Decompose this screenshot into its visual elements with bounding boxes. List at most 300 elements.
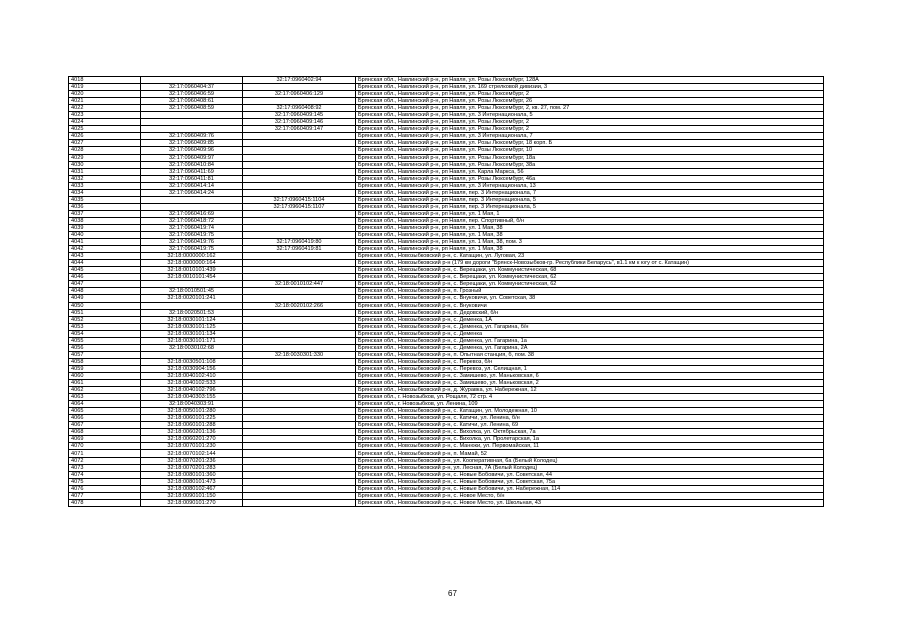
- address-cell: Брянская обл., Навлинский р-н, рп Навля, ул. Розы Люксембург, 10: [356, 147, 824, 154]
- address-cell: Брянская обл., Навлинский р-н, рп Навля, ул. Розы Люксембург, 128А: [356, 77, 824, 84]
- table-row: [69, 401, 824, 408]
- cadastral-number-cell: 32:17:0960409:96: [141, 147, 243, 154]
- row-number-cell: 4061: [69, 380, 141, 387]
- row-number-cell: 4019: [69, 84, 141, 91]
- table-row: [69, 126, 824, 133]
- cadastral-number-cell: 32:17:0960414:14: [141, 182, 243, 189]
- building-cadastral-number-cell: [243, 217, 356, 224]
- table-row: [69, 274, 824, 281]
- row-number-cell: 4029: [69, 154, 141, 161]
- table-row: [69, 464, 824, 471]
- row-number-cell: 4025: [69, 126, 141, 133]
- table-row: [69, 105, 824, 112]
- building-cadastral-number-cell: [243, 387, 356, 394]
- table-row: [69, 210, 824, 217]
- building-cadastral-number-cell: [243, 210, 356, 217]
- row-number-cell: 4056: [69, 344, 141, 351]
- address-cell: Брянская обл., Новозыбковский р-н, с. Внуковичи: [356, 302, 824, 309]
- row-number-cell: 4058: [69, 358, 141, 365]
- row-number-cell: 4065: [69, 408, 141, 415]
- address-cell: Брянская обл., Новозыбковский р-н, п. Мамай, 52: [356, 450, 824, 457]
- building-cadastral-number-cell: [243, 457, 356, 464]
- cadastral-number-cell: 32:17:0960419:75: [141, 232, 243, 239]
- address-cell: Брянская обл., Новозыбковский р-н, с. Деменка, ул. Гагарина, 1а: [356, 337, 824, 344]
- address-cell: Брянская обл., Новозыбковский р-н (179 км дороги "Брянск-Новозыбков-гр. Республики Беларусь", в1.1 км к югу от с. Катащин): [356, 260, 824, 267]
- row-number-cell: 4073: [69, 464, 141, 471]
- address-cell: Брянская обл., Новозыбковский р-н, с. Новые Бобовичи, ул. Набережная, 114: [356, 485, 824, 492]
- table-row: [69, 189, 824, 196]
- address-cell: Брянская обл., Навлинский р-н, рп Навля, пер. 3 Интернационала, 7: [356, 189, 824, 196]
- address-cell: Брянская обл., Новозыбковский р-н, с. Деменка, ул. Гагарина, 2А: [356, 344, 824, 351]
- table-row: [69, 203, 824, 210]
- row-number-cell: 4038: [69, 217, 141, 224]
- cadastral-number-cell: 32:17:0960411:81: [141, 175, 243, 182]
- cadastral-number-cell: 32:18:0000000:162: [141, 253, 243, 260]
- address-cell: Брянская обл., Навлинский р-н, рп Навля, ул. 3 Интернационала, 5: [356, 112, 824, 119]
- building-cadastral-number-cell: [243, 330, 356, 337]
- cadastral-number-cell: 32:17:0960409:97: [141, 154, 243, 161]
- table-row: [69, 457, 824, 464]
- address-cell: Брянская обл., Новозыбковский р-н, д. Журавка, ул. Набережная, 12: [356, 387, 824, 394]
- address-cell: Брянская обл., Новозыбковский р-н, с. Манюки, ул. Первомайская, 11: [356, 443, 824, 450]
- building-cadastral-number-cell: 32:17:0960415:1107: [243, 203, 356, 210]
- address-cell: Брянская обл., Навлинский р-н, рп Навля, ул. Розы Люксембург, 2: [356, 91, 824, 98]
- cadastral-number-cell: 32:18:0010101:439: [141, 267, 243, 274]
- table-row: [69, 478, 824, 485]
- table-row: [69, 309, 824, 316]
- row-number-cell: 4033: [69, 182, 141, 189]
- table-row: [69, 429, 824, 436]
- table-row: [69, 133, 824, 140]
- address-cell: Брянская обл., Навлинский р-н, рп Навля, ул. 1 Мая, 38: [356, 224, 824, 231]
- address-cell: Брянская обл., Новозыбковский р-н, с. Деменка: [356, 330, 824, 337]
- address-cell: Брянская обл., Навлинский р-н, рп Навля, ул. Розы Люксембург, 46а: [356, 175, 824, 182]
- address-cell: Брянская обл., Новозыбковский р-н, с. Катащин, ул. Луговая, 23: [356, 253, 824, 260]
- row-number-cell: 4055: [69, 337, 141, 344]
- address-cell: Брянская обл., г. Новозыбков, ул. Ленина, 109: [356, 401, 824, 408]
- table-row: [69, 246, 824, 253]
- row-number-cell: 4043: [69, 253, 141, 260]
- cadastral-number-cell: 32:18:0070201:283: [141, 464, 243, 471]
- building-cadastral-number-cell: [243, 168, 356, 175]
- table-row: [69, 217, 824, 224]
- address-cell: Брянская обл., Навлинский р-н, рп Навля, ул. 3 Интернационала, 13: [356, 182, 824, 189]
- building-cadastral-number-cell: [243, 316, 356, 323]
- cadastral-number-cell: 32:17:0960418:72: [141, 217, 243, 224]
- table-row: [69, 288, 824, 295]
- building-cadastral-number-cell: [243, 344, 356, 351]
- table-row: [69, 196, 824, 203]
- building-cadastral-number-cell: [243, 443, 356, 450]
- building-cadastral-number-cell: [243, 436, 356, 443]
- table-row: [69, 422, 824, 429]
- table-row: [69, 260, 824, 267]
- row-number-cell: 4077: [69, 492, 141, 499]
- address-cell: Брянская обл., Новозыбковский р-н, с. Деменка, 1А: [356, 316, 824, 323]
- table-row: [69, 365, 824, 372]
- cadastral-number-cell: 32:18:0000000:164: [141, 260, 243, 267]
- address-cell: Брянская обл., Навлинский р-н, рп Навля, пер. 3 Интернационала, 5: [356, 196, 824, 203]
- building-cadastral-number-cell: [243, 182, 356, 189]
- address-cell: Брянская обл., Новозыбковский р-н, с. Замишево, ул. Маньковская, 6: [356, 372, 824, 379]
- address-cell: Брянская обл., Новозыбковский р-н, с. Новое Место, б/н: [356, 492, 824, 499]
- table-row: [69, 91, 824, 98]
- row-number-cell: 4020: [69, 91, 141, 98]
- address-cell: Брянская обл., Навлинский р-н, рп Навля, пер. 3 Интернационала, 5: [356, 203, 824, 210]
- address-cell: Брянская обл., Новозыбковский р-н, с. Замишево, ул. Маньковская, 2: [356, 380, 824, 387]
- property-table: [68, 76, 824, 507]
- address-cell: Брянская обл., Новозыбковский р-н, с. Перевоз, б/н: [356, 358, 824, 365]
- table-row: [69, 316, 824, 323]
- table-row: [69, 436, 824, 443]
- building-cadastral-number-cell: [243, 154, 356, 161]
- table-row: [69, 224, 824, 231]
- building-cadastral-number-cell: [243, 175, 356, 182]
- table-row: [69, 98, 824, 105]
- cadastral-number-cell: [141, 351, 243, 358]
- address-cell: Брянская обл., Новозыбковский р-н, ул. Лесная, 7А (Белый Колодец): [356, 464, 824, 471]
- address-cell: Брянская обл., Навлинский р-н, рп Навля, ул. 1 Мая, 38: [356, 246, 824, 253]
- row-number-cell: 4026: [69, 133, 141, 140]
- building-cadastral-number-cell: 32:17:0960409:146: [243, 119, 356, 126]
- table-row: [69, 485, 824, 492]
- cadastral-number-cell: 32:18:0060201:270: [141, 436, 243, 443]
- cadastral-number-cell: 32:18:0020101:241: [141, 295, 243, 302]
- cadastral-number-cell: [141, 119, 243, 126]
- row-number-cell: 4048: [69, 288, 141, 295]
- table-row: [69, 182, 824, 189]
- row-number-cell: 4039: [69, 224, 141, 231]
- cadastral-number-cell: 32:18:0040102:533: [141, 380, 243, 387]
- row-number-cell: 4078: [69, 499, 141, 506]
- building-cadastral-number-cell: [243, 422, 356, 429]
- table-row: [69, 323, 824, 330]
- row-number-cell: 4066: [69, 415, 141, 422]
- cadastral-number-cell: 32:17:0960419:74: [141, 224, 243, 231]
- cadastral-number-cell: 32:18:0070101:230: [141, 443, 243, 450]
- address-cell: Брянская обл., Новозыбковский р-н, п. Дедовский, б/н: [356, 309, 824, 316]
- row-number-cell: 4071: [69, 450, 141, 457]
- building-cadastral-number-cell: [243, 274, 356, 281]
- table-row: [69, 408, 824, 415]
- address-cell: Брянская обл., Новозыбковский р-н, с. Внуковичи, ул. Советская, 38: [356, 295, 824, 302]
- address-cell: Брянская обл., Навлинский р-н, рп Навля, ул. 1 Мая, 38: [356, 232, 824, 239]
- row-number-cell: 4034: [69, 189, 141, 196]
- row-number-cell: 4068: [69, 429, 141, 436]
- table-row: [69, 387, 824, 394]
- registry-sheet: [68, 76, 823, 507]
- row-number-cell: 4046: [69, 274, 141, 281]
- row-number-cell: 4018: [69, 77, 141, 84]
- table-row: [69, 415, 824, 422]
- row-number-cell: 4036: [69, 203, 141, 210]
- address-cell: Брянская обл., Новозыбковский р-н, ул. Кооперативная, 6а (Белый Колодец): [356, 457, 824, 464]
- cadastral-number-cell: 32:18:0060101:288: [141, 422, 243, 429]
- building-cadastral-number-cell: [243, 358, 356, 365]
- address-cell: Брянская обл., Новозыбковский р-н, с. Верещаки, ул. Коммунистическая, 62: [356, 274, 824, 281]
- building-cadastral-number-cell: [243, 260, 356, 267]
- page-number: 67: [448, 589, 457, 598]
- cadastral-number-cell: 32:18:0030101:125: [141, 323, 243, 330]
- address-cell: Брянская обл., Навлинский р-н, рп Навля, ул. 169 стрелковой дивизии, 3: [356, 84, 824, 91]
- cadastral-number-cell: 32:18:0060201:136: [141, 429, 243, 436]
- table-row: [69, 372, 824, 379]
- row-number-cell: 4070: [69, 443, 141, 450]
- cadastral-number-cell: [141, 196, 243, 203]
- table-row: [69, 450, 824, 457]
- cadastral-number-cell: [141, 77, 243, 84]
- table-row: [69, 147, 824, 154]
- address-cell: Брянская обл., Навлинский р-н, рп Навля, ул. Розы Люксембург, 18 корп. Б: [356, 140, 824, 147]
- table-row: [69, 380, 824, 387]
- building-cadastral-number-cell: 32:18:0010102:447: [243, 281, 356, 288]
- cadastral-number-cell: 32:18:0030904:156: [141, 365, 243, 372]
- cadastral-number-cell: 32:17:0960414:24: [141, 189, 243, 196]
- address-cell: Брянская обл., Новозыбковский р-н, с. Катичи, ул. Ленина, 69: [356, 422, 824, 429]
- cadastral-number-cell: 32:18:0010501:45: [141, 288, 243, 295]
- cadastral-number-cell: 32:18:0060101:225: [141, 415, 243, 422]
- row-number-cell: 4050: [69, 302, 141, 309]
- table-row: [69, 119, 824, 126]
- row-number-cell: 4062: [69, 387, 141, 394]
- cadastral-number-cell: 32:18:0030101:171: [141, 337, 243, 344]
- table-row: [69, 232, 824, 239]
- row-number-cell: 4028: [69, 147, 141, 154]
- table-row: [69, 302, 824, 309]
- row-number-cell: 4045: [69, 267, 141, 274]
- cadastral-number-cell: 32:17:0960408:61: [141, 98, 243, 105]
- building-cadastral-number-cell: [243, 295, 356, 302]
- cadastral-number-cell: 32:17:0960410:84: [141, 161, 243, 168]
- cadastral-number-cell: 32:17:0960408:59: [141, 105, 243, 112]
- address-cell: Брянская обл., Навлинский р-н, рп Навля, ул. 1 Мая, 1: [356, 210, 824, 217]
- address-cell: Брянская обл., Новозыбковский р-н, с. Вихолка, ул. Пролетарская, 1а: [356, 436, 824, 443]
- building-cadastral-number-cell: [243, 288, 356, 295]
- table-row: [69, 358, 824, 365]
- cadastral-number-cell: [141, 203, 243, 210]
- address-cell: Брянская обл., Новозыбковский р-н, с. Верещаки, ул. Коммунистическая, 62: [356, 281, 824, 288]
- address-cell: Брянская обл., Навлинский р-н, рп Навля, ул. Розы Люксембург, 26: [356, 98, 824, 105]
- cadastral-number-cell: 32:17:0960404:37: [141, 84, 243, 91]
- cadastral-number-cell: 32:18:0050101:280: [141, 408, 243, 415]
- cadastral-number-cell: 32:18:0090101:270: [141, 499, 243, 506]
- row-number-cell: 4049: [69, 295, 141, 302]
- address-cell: Брянская обл., Навлинский р-н, рп Навля, ул. Розы Люксембург, 2: [356, 119, 824, 126]
- table-row: [69, 492, 824, 499]
- building-cadastral-number-cell: 32:17:0960409:145: [243, 112, 356, 119]
- building-cadastral-number-cell: [243, 224, 356, 231]
- table-row: [69, 330, 824, 337]
- table-row: [69, 394, 824, 401]
- address-cell: Брянская обл., Новозыбковский р-н, п. Опытная станция, б, пом. 38: [356, 351, 824, 358]
- cadastral-number-cell: 32:18:0040102:796: [141, 387, 243, 394]
- row-number-cell: 4063: [69, 394, 141, 401]
- cadastral-number-cell: 32:18:0030102:68: [141, 344, 243, 351]
- building-cadastral-number-cell: [243, 98, 356, 105]
- row-number-cell: 4069: [69, 436, 141, 443]
- row-number-cell: 4059: [69, 365, 141, 372]
- table-row: [69, 112, 824, 119]
- row-number-cell: 4067: [69, 422, 141, 429]
- table-row: [69, 253, 824, 260]
- building-cadastral-number-cell: 32:17:0960415:1104: [243, 196, 356, 203]
- table-row: [69, 84, 824, 91]
- building-cadastral-number-cell: [243, 408, 356, 415]
- row-number-cell: 4075: [69, 478, 141, 485]
- building-cadastral-number-cell: [243, 380, 356, 387]
- row-number-cell: 4053: [69, 323, 141, 330]
- building-cadastral-number-cell: [243, 189, 356, 196]
- row-number-cell: 4044: [69, 260, 141, 267]
- building-cadastral-number-cell: [243, 337, 356, 344]
- cadastral-number-cell: 32:18:0040102:410: [141, 372, 243, 379]
- row-number-cell: 4072: [69, 457, 141, 464]
- row-number-cell: 4031: [69, 168, 141, 175]
- cadastral-number-cell: 32:18:0070102:144: [141, 450, 243, 457]
- cadastral-number-cell: 32:18:0090101:150: [141, 492, 243, 499]
- cadastral-number-cell: 32:18:0040303:155: [141, 394, 243, 401]
- building-cadastral-number-cell: [243, 485, 356, 492]
- address-cell: Брянская обл., Навлинский р-н, рп Навля, ул. 1 Мая, 38, пом. 3: [356, 239, 824, 246]
- row-number-cell: 4032: [69, 175, 141, 182]
- row-number-cell: 4041: [69, 239, 141, 246]
- address-cell: Брянская обл., Навлинский р-н, рп Навля, ул. 3 Интернационала, 7: [356, 133, 824, 140]
- address-cell: Брянская обл., Новозыбковский р-н, с. Деменка, ул. Гагарина, б/н: [356, 323, 824, 330]
- row-number-cell: 4021: [69, 98, 141, 105]
- table-row: [69, 471, 824, 478]
- row-number-cell: 4022: [69, 105, 141, 112]
- address-cell: Брянская обл., Новозыбковский р-н, с. Верещаки, ул. Коммунистическая, 68: [356, 267, 824, 274]
- building-cadastral-number-cell: [243, 253, 356, 260]
- row-number-cell: 4042: [69, 246, 141, 253]
- address-cell: Брянская обл., Новозыбковский р-н, с. Новые Бобовичи, ул. Советская, 44: [356, 471, 824, 478]
- cadastral-number-cell: 32:17:0960411:69: [141, 168, 243, 175]
- cadastral-number-cell: 32:18:0030101:134: [141, 330, 243, 337]
- building-cadastral-number-cell: [243, 394, 356, 401]
- cadastral-number-cell: 32:18:0030101:124: [141, 316, 243, 323]
- address-cell: Брянская обл., Навлинский р-н, рп Навля, ул. Розы Люксембург, 2: [356, 126, 824, 133]
- cadastral-number-cell: 32:18:0080102:467: [141, 485, 243, 492]
- cadastral-number-cell: 32:17:0960419:75: [141, 246, 243, 253]
- row-number-cell: 4064: [69, 401, 141, 408]
- row-number-cell: 4047: [69, 281, 141, 288]
- building-cadastral-number-cell: 32:17:0960409:147: [243, 126, 356, 133]
- row-number-cell: 4076: [69, 485, 141, 492]
- building-cadastral-number-cell: [243, 492, 356, 499]
- address-cell: Брянская обл., Навлинский р-н, рп Навля, пер. Спортивный, б/н: [356, 217, 824, 224]
- address-cell: Брянская обл., Новозыбковский р-н, с. Катичи, ул. Ленина, б/н: [356, 415, 824, 422]
- cadastral-number-cell: 32:18:0030501:108: [141, 358, 243, 365]
- table-row: [69, 337, 824, 344]
- address-cell: Брянская обл., Навлинский р-н, рп Навля, ул. Розы Люксембург, 2, кв. 27, пом. 27: [356, 105, 824, 112]
- building-cadastral-number-cell: [243, 133, 356, 140]
- building-cadastral-number-cell: [243, 471, 356, 478]
- address-cell: Брянская обл., Навлинский р-н, рп Навля, ул. Карла Маркса, 56: [356, 168, 824, 175]
- building-cadastral-number-cell: 32:17:0960419:80: [243, 239, 356, 246]
- row-number-cell: 4060: [69, 372, 141, 379]
- table-row: [69, 239, 824, 246]
- address-cell: Брянская обл., Новозыбковский р-н, с. Новые Бобовичи, ул. Советская, 75а: [356, 478, 824, 485]
- address-cell: Брянская обл., г. Новозыбков, ул. Рощаля, 72 стр. 4: [356, 394, 824, 401]
- building-cadastral-number-cell: [243, 365, 356, 372]
- building-cadastral-number-cell: 32:17:0960402:94: [243, 77, 356, 84]
- table-row: [69, 168, 824, 175]
- row-number-cell: 4051: [69, 309, 141, 316]
- cadastral-number-cell: 32:17:0960416:69: [141, 210, 243, 217]
- building-cadastral-number-cell: [243, 478, 356, 485]
- row-number-cell: 4030: [69, 161, 141, 168]
- table-row: [69, 351, 824, 358]
- property-table-body: [69, 77, 824, 507]
- building-cadastral-number-cell: 32:17:0960408:92: [243, 105, 356, 112]
- row-number-cell: 4035: [69, 196, 141, 203]
- row-number-cell: 4074: [69, 471, 141, 478]
- table-row: [69, 443, 824, 450]
- row-number-cell: 4052: [69, 316, 141, 323]
- cadastral-number-cell: 32:18:0040303:91: [141, 401, 243, 408]
- building-cadastral-number-cell: [243, 464, 356, 471]
- building-cadastral-number-cell: [243, 401, 356, 408]
- building-cadastral-number-cell: [243, 429, 356, 436]
- cadastral-number-cell: 32:18:0080101:473: [141, 478, 243, 485]
- table-row: [69, 140, 824, 147]
- cadastral-number-cell: 32:18:0010101:454: [141, 274, 243, 281]
- cadastral-number-cell: 32:17:0960409:76: [141, 133, 243, 140]
- building-cadastral-number-cell: [243, 309, 356, 316]
- table-row: [69, 281, 824, 288]
- address-cell: Брянская обл., Новозыбковский р-н, п. Грозный: [356, 288, 824, 295]
- cadastral-number-cell: [141, 302, 243, 309]
- address-cell: Брянская обл., Новозыбковский р-н, с. Катащин, ул. Молодежная, 10: [356, 408, 824, 415]
- cadastral-number-cell: 32:17:0960409:85: [141, 140, 243, 147]
- row-number-cell: 4037: [69, 210, 141, 217]
- cadastral-number-cell: 32:18:0070201:236: [141, 457, 243, 464]
- cadastral-number-cell: 32:17:0960419:76: [141, 239, 243, 246]
- table-row: [69, 344, 824, 351]
- cadastral-number-cell: 32:17:0960406:59: [141, 91, 243, 98]
- building-cadastral-number-cell: 32:18:0030301:330: [243, 351, 356, 358]
- table-row: [69, 295, 824, 302]
- table-row: [69, 499, 824, 506]
- cadastral-number-cell: 32:18:0020501:53: [141, 309, 243, 316]
- building-cadastral-number-cell: 32:17:0960419:81: [243, 246, 356, 253]
- table-row: [69, 161, 824, 168]
- table-row: [69, 154, 824, 161]
- row-number-cell: 4024: [69, 119, 141, 126]
- address-cell: Брянская обл., Навлинский р-н, рп Навля, ул. Розы Люксембург, 18а: [356, 154, 824, 161]
- building-cadastral-number-cell: [243, 84, 356, 91]
- table-row: [69, 267, 824, 274]
- row-number-cell: 4027: [69, 140, 141, 147]
- building-cadastral-number-cell: 32:18:0020102:266: [243, 302, 356, 309]
- row-number-cell: 4054: [69, 330, 141, 337]
- address-cell: Брянская обл., Новозыбковский р-н, с. Новое Место, ул. Школьная, 43: [356, 499, 824, 506]
- building-cadastral-number-cell: [243, 161, 356, 168]
- building-cadastral-number-cell: [243, 232, 356, 239]
- building-cadastral-number-cell: [243, 140, 356, 147]
- cadastral-number-cell: [141, 126, 243, 133]
- cadastral-number-cell: 32:18:0080101:360: [141, 471, 243, 478]
- row-number-cell: 4040: [69, 232, 141, 239]
- building-cadastral-number-cell: [243, 147, 356, 154]
- building-cadastral-number-cell: [243, 323, 356, 330]
- building-cadastral-number-cell: [243, 499, 356, 506]
- table-row: [69, 175, 824, 182]
- cadastral-number-cell: [141, 281, 243, 288]
- row-number-cell: 4057: [69, 351, 141, 358]
- address-cell: Брянская обл., Навлинский р-н, рп Навля, ул. Розы Люксембург, 38а: [356, 161, 824, 168]
- address-cell: Брянская обл., Новозыбковский р-н, с. Вихолка, ул. Октябрьская, 7а: [356, 429, 824, 436]
